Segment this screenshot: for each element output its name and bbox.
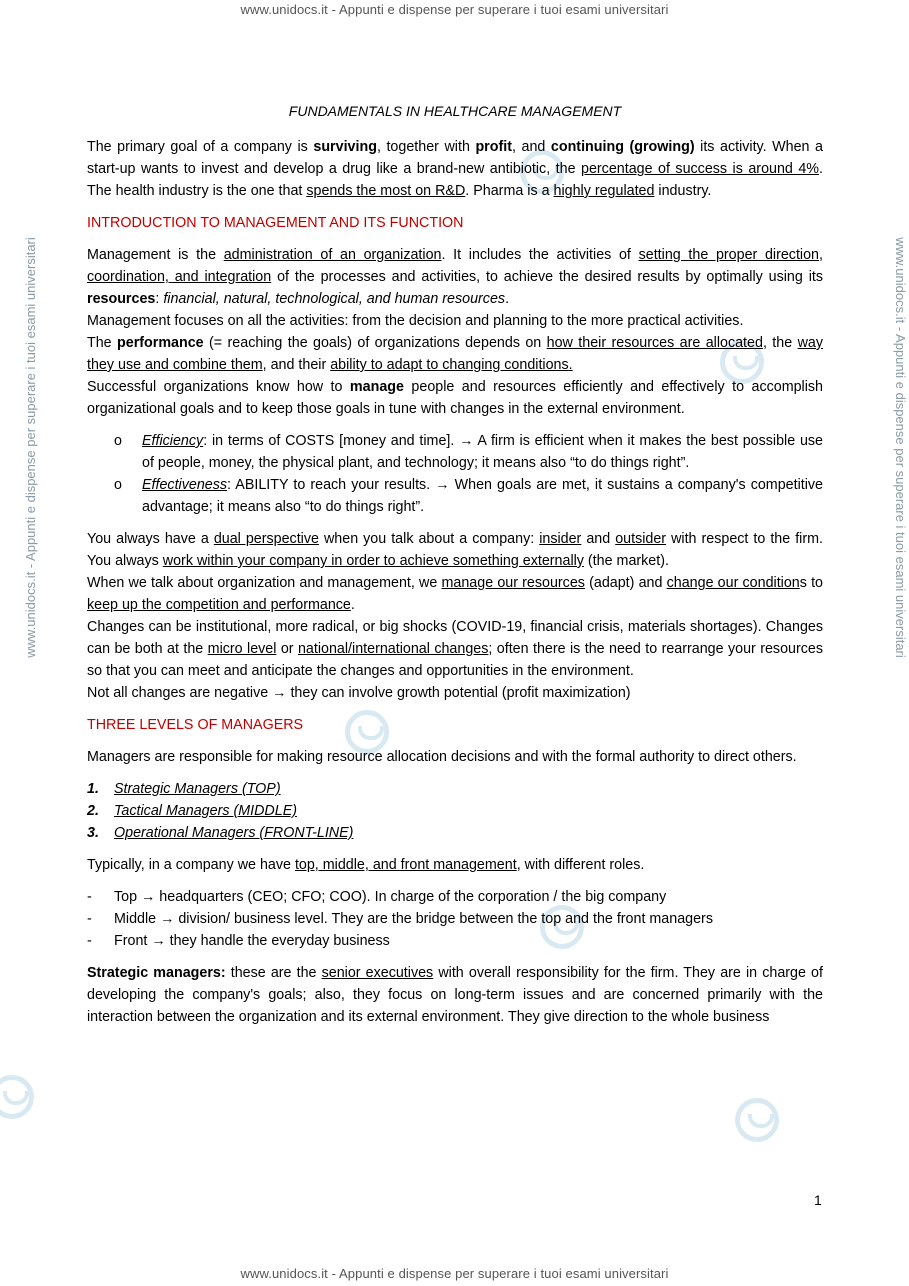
watermark-footer: www.unidocs.it - Appunti e dispense per superare i tuoi esami universitari [240, 1266, 669, 1281]
page-number: 1 [814, 1192, 822, 1208]
list-item: - Front → they handle the everyday business [87, 933, 390, 949]
document-page [87, 100, 823, 1028]
managers-intro-paragraph: Managers are responsible for making resource allocation decisions and with the formal authority to direct others. [87, 749, 797, 765]
organization-management-paragraph: When we talk about organization and management, we manage our resources (adapt) and change our conditions to keep up the competition and performance. [87, 575, 824, 613]
section-heading-introduction: INTRODUCTION TO MANAGEMENT AND ITS FUNCTION [87, 215, 464, 231]
negative-changes-paragraph: Not all changes are negative → they can involve growth potential (profit maximization) [87, 685, 631, 701]
efficiency-effectiveness-list [87, 430, 823, 518]
intro-paragraph: The primary goal of a company is surviving, together with profit, and continuing (growing) its activity. When a start-up wants to invest and develop a drug like a brand-new antibiotic, the percentage of success is around 4%. The health industry is the one that spends the most on R&D. Pharma is a highly regulated industry. [87, 139, 823, 199]
list-item: 2. Tactical Managers (MIDDLE) [87, 803, 298, 819]
watermark-right: www.unidocs.it - Appunti e dispense per superare i tuoi esami universitari [892, 237, 908, 658]
section-heading-three-levels: THREE LEVELS OF MANAGERS [87, 717, 304, 733]
list-item: 1. Strategic Managers (TOP) [87, 781, 281, 797]
watermark-left: www.unidocs.it - Appunti e dispense per superare i tuoi esami universitari [22, 237, 38, 658]
manager-levels-list [87, 778, 823, 844]
management-levels-list [87, 886, 823, 952]
watermark-logo-icon [735, 1098, 779, 1142]
performance-paragraph: The performance (= reaching the goals) of organizations depends on how their resources are allocated, the way they use and combine them, and their ability to adapt to changing conditions. [87, 335, 824, 373]
management-focus-paragraph: Management focuses on all the activities: from the decision and planning to the more practical activities. [87, 313, 744, 329]
list-item: - Middle → division/ business level. They are the bridge between the top and the front managers [87, 911, 713, 927]
list-item: 3. Operational Managers (FRONT-LINE) [87, 825, 354, 841]
dual-perspective-paragraph: You always have a dual perspective when you talk about a company: insider and outsider with respect to the firm. You always work within your company in order to achieve something externally (the market). [87, 531, 824, 569]
document-title: FUNDAMENTALS IN HEALTHCARE MANAGEMENT [288, 103, 622, 119]
successful-organizations-paragraph: Successful organizations know how to manage people and resources efficiently and effectively to accomplish organizational goals and to keep those goals in tune with changes in the external environment. [87, 379, 824, 417]
management-roles-paragraph: Typically, in a company we have top, middle, and front management, with different roles. [87, 857, 645, 873]
list-item: o Efficiency: in terms of COSTS [money and time]. → A firm is efficient when it makes the best possible use of people, money, the physical plant, and technology; it means also “to do things right”. [114, 433, 823, 471]
management-definition-paragraph: Management is the administration of an organization. It includes the activities of setting the proper direction, coordination, and integration of the processes and activities, to achieve the desired results by optimally using its resources: financial, natural, technological, and human resources. [87, 247, 823, 307]
watermark-header: www.unidocs.it - Appunti e dispense per superare i tuoi esami universitari [240, 2, 669, 17]
changes-paragraph: Changes can be institutional, more radical, or big shocks (COVID-19, financial crisis, materials shortages). Changes can be both at the micro level or national/international changes; often there is the need to rearrange your resources so that you can meet and anticipate the changes and opportunities in the environment. [87, 619, 823, 679]
list-item: - Top → headquarters (CEO; CFO; COO). In charge of the corporation / the big company [87, 889, 667, 905]
watermark-logo-icon [0, 1075, 34, 1119]
list-item: o Effectiveness: ABILITY to reach your results. → When goals are met, it sustains a company's competitive advantage; it means also “to do things right”. [114, 477, 823, 515]
strategic-managers-paragraph: Strategic managers: these are the senior executives with overall responsibility for the firm. They are in charge of developing the company's goals; also, they focus on long-term issues and are concerned primarily with the interaction between the organization and its external environment. They give direction to the whole business [87, 965, 823, 1025]
